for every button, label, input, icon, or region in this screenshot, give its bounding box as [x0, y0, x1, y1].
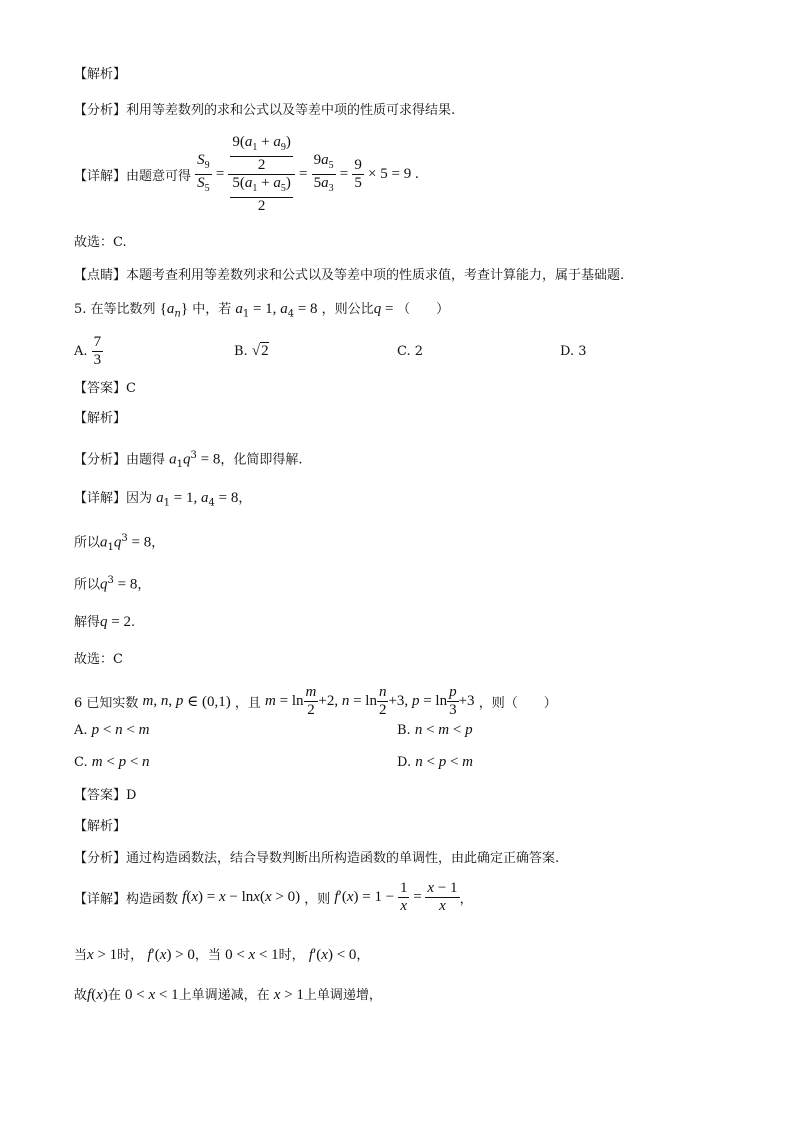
detail-q6: 【详解】构造函数 f(x) = x − lnx(x > 0) ，则 f′(x) = 1 − $\frac{1}{x}$ = $\frac{x - 1}{x}$ ， [74, 880, 473, 914]
q6-option-a: A. p < n < m [74, 722, 150, 738]
q5-option-a: A. $\frac{7}{3}$ [74, 334, 102, 368]
answer-q6: 【答案】D [74, 788, 137, 803]
monotonic-condition: 当x > 1时， f′(x) > 0，当 0 < x < 1时， f′(x) < 0， [74, 947, 370, 963]
q6-option-c: C. m < p < n [74, 754, 150, 770]
detail-formula-line: 【详解】由题意可得 $\frac{S_9}{S_5}$ = $\frac{\frac{9(a_1 + a_9)}{2}}{\frac{5(a_1 + a_5)}{2}}$ = $\frac{9a_5}{5a_3}$ = $\frac{9}{5}$ × 5 = 9 . [74, 134, 419, 214]
q5-option-c: C. 2 [397, 344, 424, 359]
analysis-heading-q5: 【解析】 [74, 411, 127, 426]
analysis-text-q5: 【分析】由题得 $a_1q^3 = 8$，化简即得解. [74, 450, 303, 470]
remark-text: 【点睛】本题考查利用等差数列求和公式以及等差中项的性质求值，考查计算能力，属于基础题. [74, 268, 625, 283]
answer-q5: 【答案】C [74, 381, 136, 396]
question-6: 6 已知实数 m, n, p ∈ (0,1) ，且 m = ln $\frac{m}{2}$ +2, n = ln $\frac{n}{2}$ +3, p = ln $\frac{p}{3}$ +3 ，则（ ） [74, 684, 557, 718]
sum-formula-ratio: $\frac{\frac{9(a_1 + a_9)}{2}}{\frac{5(a_1 + a_5)}{2}}$ [228, 134, 294, 215]
q5-option-d: D. 3 [560, 344, 587, 359]
question-5: 5. 在等比数列 $\{a_n\}$ 中，若 $a_1 = 1$, $a_4 = 8$ ，则公比q = （ ） [74, 301, 450, 320]
step-2: 所以$q^3 = 8$， [74, 575, 151, 593]
monotonic-conclusion: 故f(x)在 0 < x < 1上单调递减，在 x > 1上单调递增， [74, 987, 382, 1003]
choice-line: 故选：C. [74, 235, 127, 250]
analysis-heading: 【解析】 [74, 67, 127, 82]
analysis-text: 【分析】利用等差数列的求和公式以及等差中项的性质可求得结果. [74, 103, 456, 118]
analysis-heading-q6: 【解析】 [74, 819, 127, 834]
choice-line-q5: 故选：C [74, 652, 123, 667]
q6-option-b: B. n < m < p [397, 722, 473, 738]
s9-over-s5: $\frac{S_9}{S_5}$ [197, 152, 210, 194]
step-1: 所以$a_1q^3 = 8$， [74, 533, 165, 553]
step-3: 解得q = 2. [74, 614, 136, 630]
q5-option-b: B. √2 [234, 343, 269, 359]
q6-option-d: D. n < p < m [397, 754, 474, 770]
detail-q5: 【详解】因为 $a_1 = 1$, $a_4 = 8$， [74, 490, 252, 509]
analysis-text-q6: 【分析】通过构造函数法，结合导数判断出所构造函数的单调性，由此确定正确答案. [74, 851, 560, 866]
